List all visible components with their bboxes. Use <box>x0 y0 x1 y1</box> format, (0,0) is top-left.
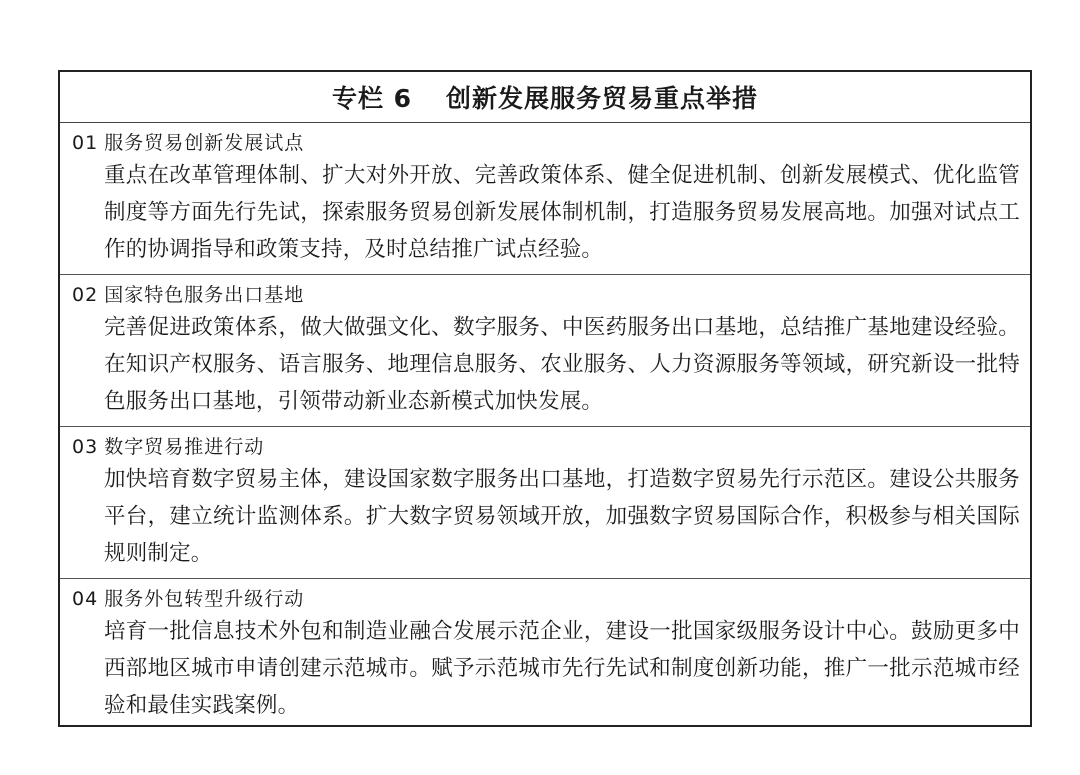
feature-box <box>58 70 1032 727</box>
section-04 <box>60 579 1030 728</box>
section-code: 03 <box>72 436 99 458</box>
section-heading <box>72 129 1020 157</box>
box-title-text: 创新发展服务贸易重点举措 <box>446 84 759 113</box>
section-body: 完善促进政策体系，做大做强文化、数字服务、中医药服务出口基地，总结推广基地建设经验。在知识产权服务、语言服务、地理信息服务、农业服务、人力资源服务等领域，研究新设一批特色服务出口基地，引领带动新业态新模式加快发展。 <box>104 315 1020 414</box>
section-body: 加快培育数字贸易主体，建设国家数字服务出口基地，打造数字贸易先行示范区。建设公共服务平台，建立统计监测体系。扩大数字贸易领域开放，加强数字贸易国际合作，积极参与相关国际规则制定。 <box>104 467 1020 566</box>
box-title-number: 专栏 6 <box>331 84 413 113</box>
section-body: 培育一批信息技术外包和制造业融合发展示范企业，建设一批国家级服务设计中心。鼓励更多中西部地区城市申请创建示范城市。赋予示范城市先行先试和制度创新功能，推广一批示范城市经验和最佳实践案例。 <box>104 619 1020 718</box>
section-heading-text: 国家特色服务出口基地 <box>104 284 305 306</box>
section-heading <box>72 585 1020 613</box>
section-heading <box>72 281 1020 309</box>
section-heading <box>72 433 1020 461</box>
section-heading-text: 服务外包转型升级行动 <box>104 588 305 610</box>
section-heading-text: 服务贸易创新发展试点 <box>104 132 305 154</box>
section-code: 02 <box>72 284 99 306</box>
section-body: 重点在改革管理体制、扩大对外开放、完善政策体系、健全促进机制、创新发展模式、优化监管制度等方面先行先试，探索服务贸易创新发展体制机制，打造服务贸易发展高地。加强对试点工作的协调指导和政策支持，及时总结推广试点经验。 <box>104 163 1020 262</box>
box-title <box>60 72 1030 123</box>
section-heading-text: 数字贸易推进行动 <box>104 436 265 458</box>
section-02 <box>60 275 1030 427</box>
section-code: 04 <box>72 588 99 610</box>
section-03 <box>60 427 1030 579</box>
section-01 <box>60 123 1030 275</box>
section-code: 01 <box>72 132 99 154</box>
